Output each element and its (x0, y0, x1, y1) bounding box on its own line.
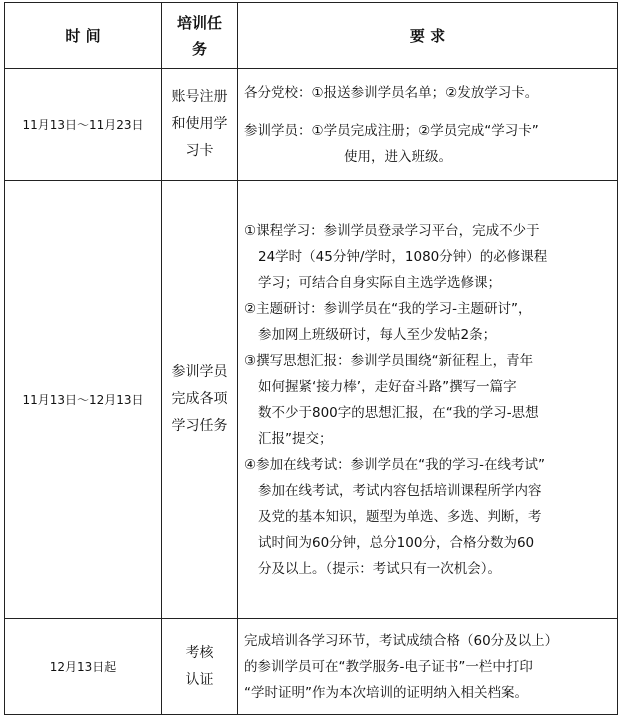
req-line: ①课程学习：参训学员登录学习平台，完成不少于 (244, 222, 540, 239)
table-row (5, 619, 618, 715)
req-line: 参加网上班级研讨，每人至少发帖2条； (258, 326, 497, 343)
req-line: ③撰写思想汇报：参训学员围绕“新征程上，青年 (244, 352, 534, 369)
row-requirements (238, 69, 618, 181)
header-row (5, 3, 618, 69)
row-task: 考核认证 (162, 619, 238, 715)
row-requirements (238, 619, 618, 715)
header-requirements: 要 求 (238, 3, 618, 69)
req-line: 完成培训各学习环节，考试成绩合格（60分及以上） (244, 632, 559, 649)
req-line: 各分党校：①报送参训学员名单；②发放学习卡。 (244, 84, 539, 101)
req-line: 学习；可结合自身实际自主选学选修课； (258, 274, 501, 291)
req-line: “学时证明”作为本次培训的证明纳入相关档案。 (244, 684, 528, 701)
req-line: 24学时（45分钟/学时，1080分钟）的必修课程 (258, 248, 548, 265)
req-line: 数不少于800字的思想汇报，在“我的学习-思想 (258, 404, 539, 421)
req-line: 参训学员：①学员完成注册；②学员完成“学习卡” (244, 122, 539, 139)
req-line: 分及以上。（提示：考试只有一次机会）。 (258, 560, 501, 577)
row-task: 参训学员完成各项学习任务 (162, 181, 238, 619)
req-line: 汇报”提交； (258, 430, 333, 447)
req-line: 及党的基本知识，题型为单选、多选、判断，考 (258, 508, 542, 525)
row-time: 11月13日～11月23日 (5, 69, 162, 181)
header-time: 时 间 (5, 3, 162, 69)
row-requirements (238, 181, 618, 619)
req-line: 的参训学员可在“教学服务-电子证书”一栏中打印 (244, 658, 533, 675)
req-line: ②主题研讨：参训学员在“我的学习-主题研讨”， (244, 300, 532, 317)
req-line: 试时间为60分钟，总分100分，合格分数为60 (258, 534, 535, 551)
table-row (5, 69, 618, 181)
row-time: 11月13日～12月13日 (5, 181, 162, 619)
req-line: 如何握紧‘接力棒’，走好奋斗路”撰写一篇字 (258, 378, 517, 395)
row-task: 账号注册和使用学习卡 (162, 69, 238, 181)
row-time: 12月13日起 (5, 619, 162, 715)
training-schedule-table (4, 2, 618, 715)
req-line: ④参加在线考试：参训学员在“我的学习-在线考试” (244, 456, 545, 473)
table-row (5, 181, 618, 619)
req-line: 参加在线考试，考试内容包括培训课程所学内容 (258, 482, 542, 499)
header-task: 培训任务 (162, 3, 238, 69)
req-line: 使用，进入班级。 (344, 148, 452, 165)
